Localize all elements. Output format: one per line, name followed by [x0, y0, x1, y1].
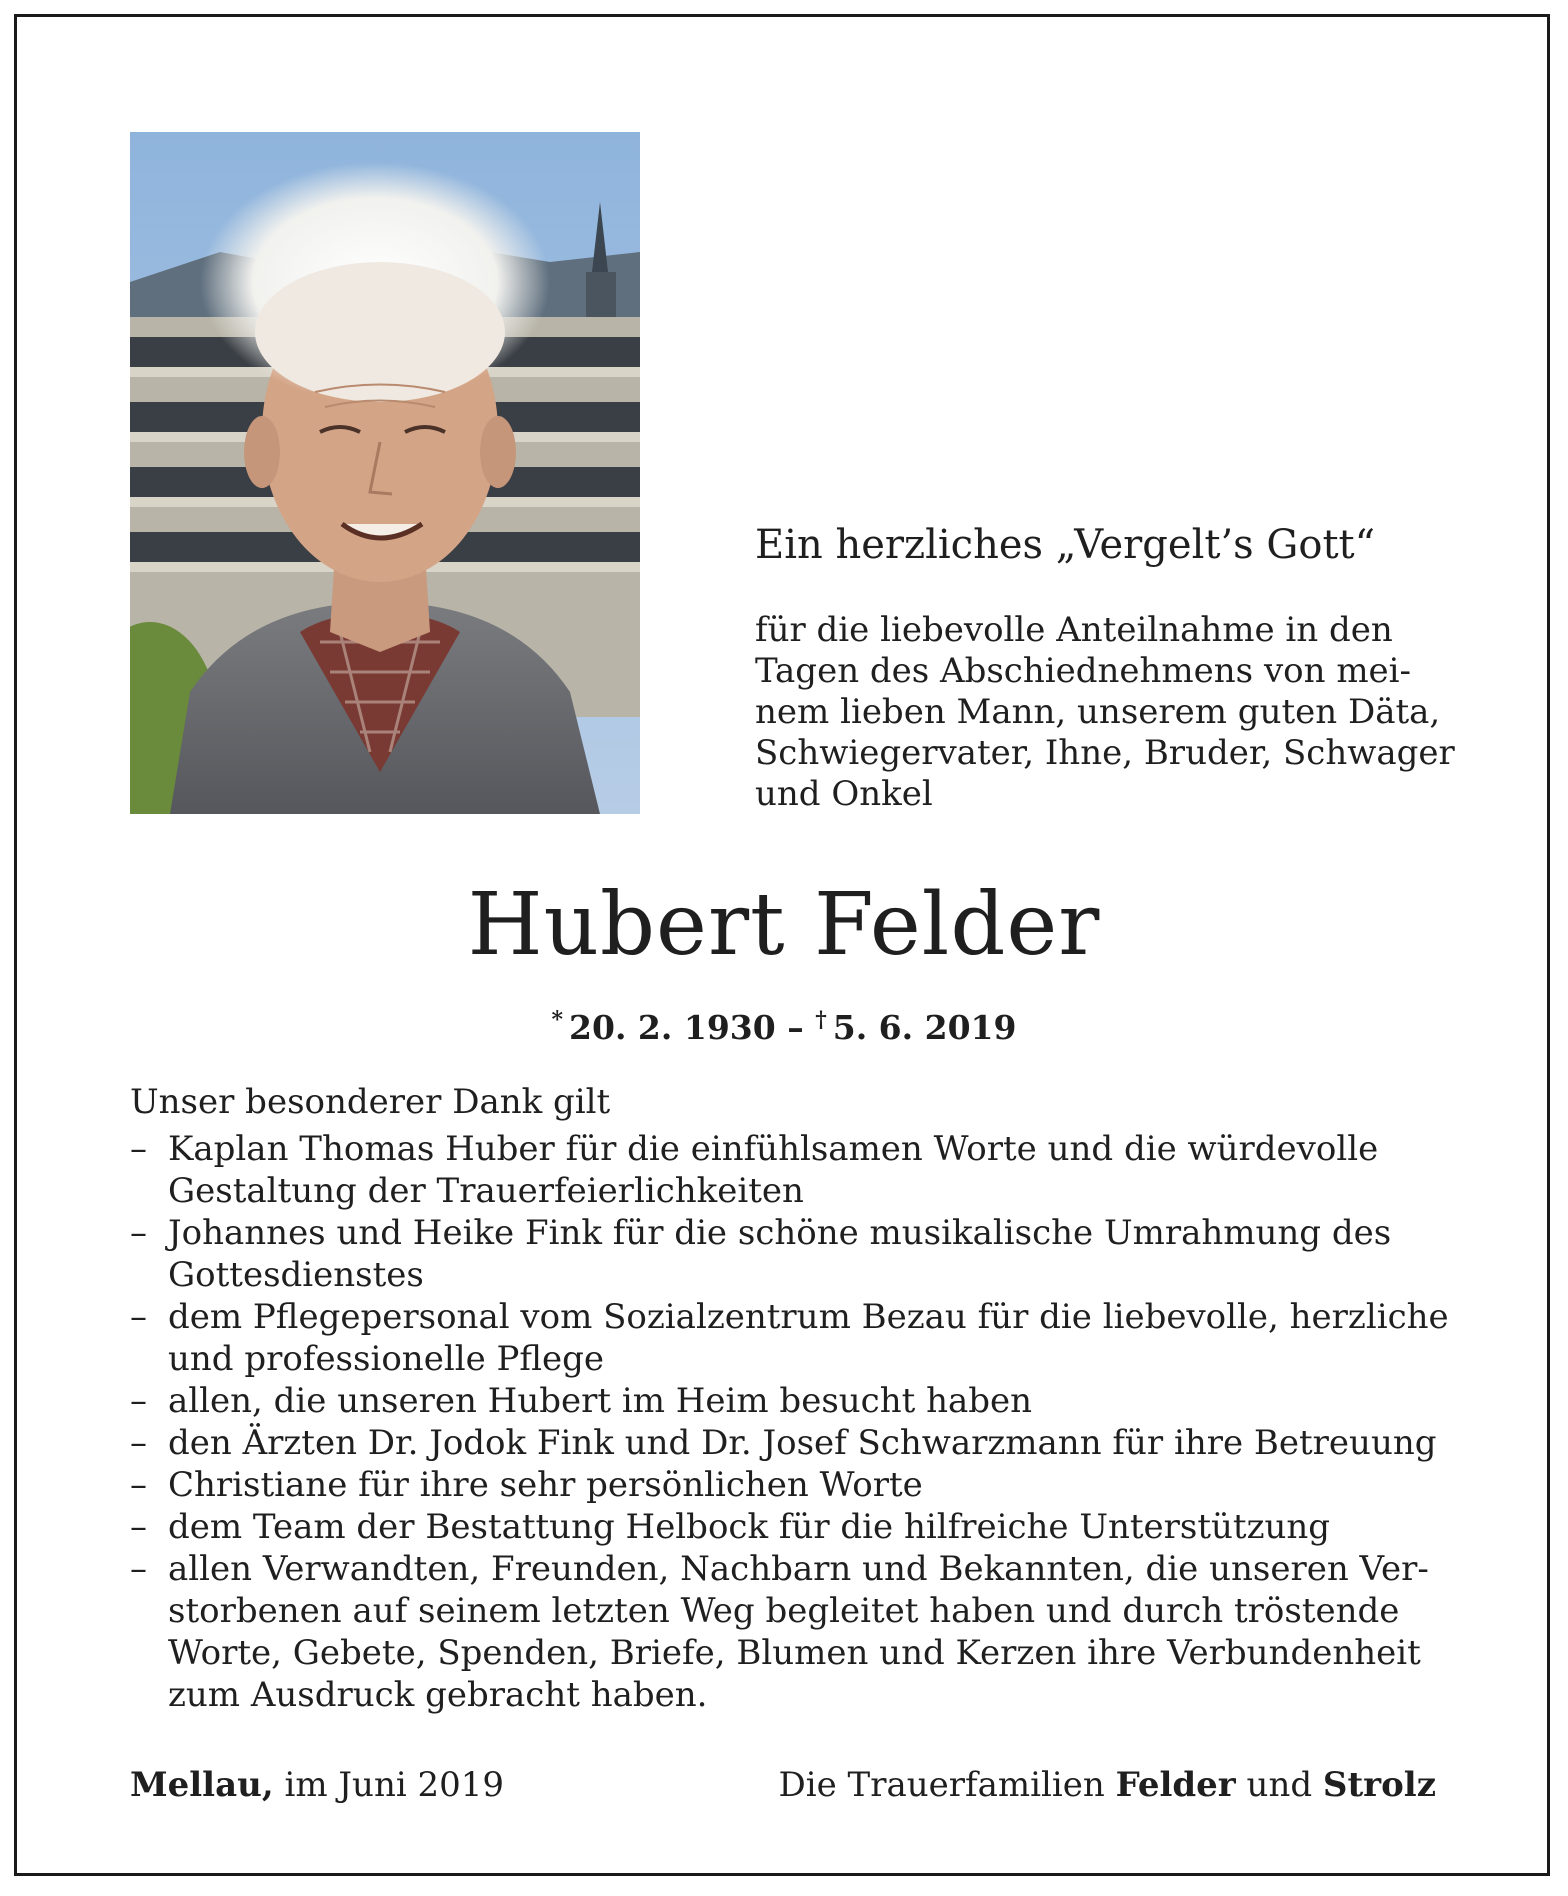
intro-line: für die liebevolle Anteilnahme in den [755, 610, 1393, 650]
thanks-item-line: dem Pflegepersonal vom Sozialzentrum Bezau für die liebevolle, herzliche [168, 1297, 1449, 1337]
thanks-item [130, 1506, 1440, 1548]
thanks-item-line: allen Verwandten, Freunden, Nachbarn und Bekannten, die unseren Ver- [168, 1549, 1429, 1589]
death-date: 5. 6. 2019 [832, 1008, 1017, 1047]
thanks-item-line: allen, die unseren Hubert im Heim besucht haben [168, 1381, 1033, 1421]
footer-date: im Juni 2019 [284, 1765, 505, 1805]
thanks-item [130, 1212, 1440, 1296]
intro-line: nem lieben Mann, unserem guten Däta, [755, 692, 1441, 732]
intro-line: Tagen des Abschiednehmens von mei- [755, 651, 1412, 691]
thanks-item [130, 1128, 1440, 1212]
thanks-item-line: Kaplan Thomas Huber für die einfühlsamen Worte und die würdevolle [168, 1129, 1379, 1169]
thanks-item [130, 1548, 1440, 1716]
death-symbol: † [815, 1007, 827, 1033]
footer-place: Mellau, [130, 1765, 274, 1805]
list-dash: – [130, 1423, 147, 1463]
thanks-item-line: dem Team der Bestattung Helbock für die hilfreiche Unterstützung [168, 1507, 1331, 1547]
birth-date: 20. 2. 1930 [569, 1008, 776, 1047]
life-dates [0, 998, 1568, 1050]
list-dash: – [130, 1213, 147, 1253]
intro-text [755, 610, 1455, 815]
list-dash: – [130, 1381, 147, 1421]
thanks-item-line: Gestaltung der Trauerfeierlichkeiten [168, 1171, 804, 1211]
thanks-list [130, 1128, 1449, 1716]
list-dash: – [130, 1465, 147, 1505]
footer-families-prefix: Die Trauerfamilien [778, 1765, 1105, 1805]
portrait-photo [130, 132, 640, 814]
thanks-item-line: Gottesdienstes [168, 1255, 424, 1295]
footer-families [778, 1762, 1436, 1808]
thanks-item-line: Christiane für ihre sehr persönlichen Worte [168, 1465, 923, 1505]
thanks-item-line: storbenen auf seinem letzten Weg begleitet haben und durch tröstende [168, 1591, 1400, 1631]
list-dash: – [130, 1507, 147, 1547]
intro-line: Schwiegervater, Ihne, Bruder, Schwager [755, 733, 1455, 773]
thanks-item-line: Johannes und Heike Fink für die schöne musikalische Umrahmung des [168, 1213, 1392, 1253]
thanks-item [130, 1422, 1440, 1464]
thanks-item [130, 1380, 1440, 1422]
thanks-intro: Unser besonderer Dank gilt [130, 1082, 611, 1122]
date-separator: – [787, 1008, 804, 1047]
intro-line: und Onkel [755, 774, 933, 814]
thanks-item-line: zum Ausdruck gebracht haben. [168, 1675, 708, 1715]
list-dash: – [130, 1129, 147, 1169]
birth-symbol: * [551, 1007, 564, 1033]
thanks-item-line: den Ärzten Dr. Jodok Fink und Dr. Josef Schwarzmann für ihre Betreuung [168, 1423, 1437, 1463]
footer-family-2: Strolz [1322, 1765, 1436, 1805]
list-dash: – [130, 1549, 147, 1589]
thanks-item-line: und professionelle Pflege [168, 1339, 605, 1379]
footer-and: und [1246, 1765, 1313, 1805]
footer-place-date [130, 1762, 504, 1808]
thanks-item [130, 1464, 1440, 1506]
thanks-item [130, 1296, 1449, 1380]
deceased-name: Hubert Felder [467, 875, 1101, 975]
thanks-item-line: Worte, Gebete, Spenden, Briefe, Blumen und Kerzen ihre Verbundenheit [168, 1633, 1421, 1673]
footer-family-1: Felder [1115, 1765, 1236, 1805]
list-dash: – [130, 1297, 147, 1337]
thanks-heading: Ein herzliches „Vergelt’s Gott“ [755, 522, 1376, 568]
